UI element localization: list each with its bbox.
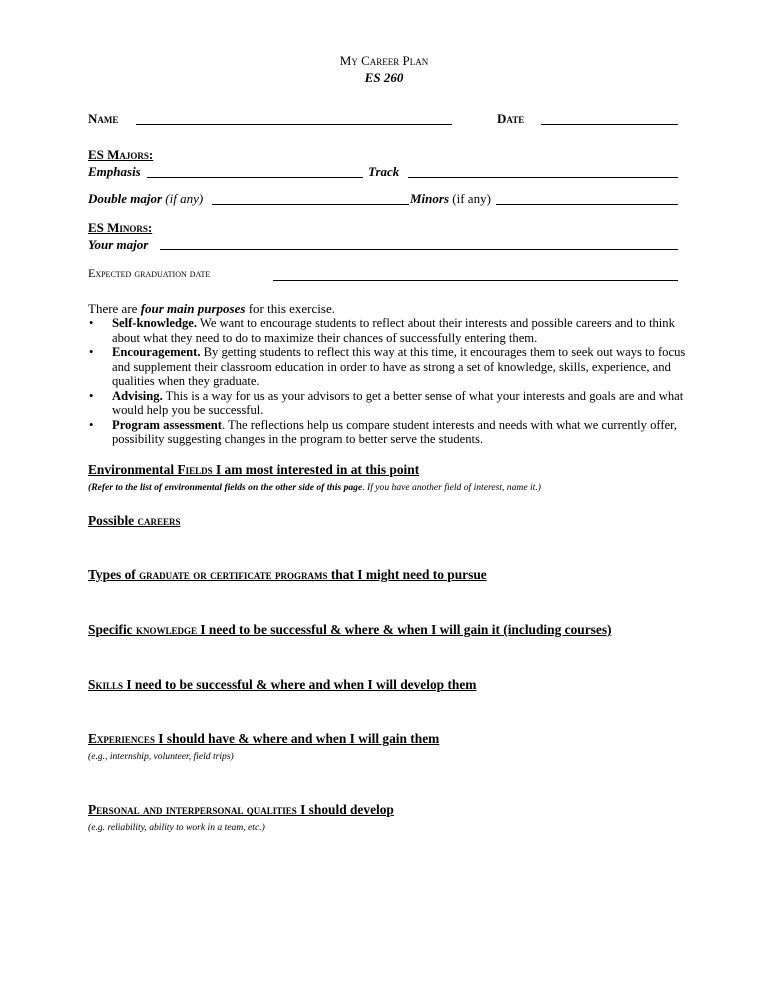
track-field[interactable]	[408, 177, 678, 178]
es-minors-heading: ES Minors:	[88, 220, 153, 235]
section-specific-knowledge: Specific knowledge I need to be successful & where & when I will gain it (including courses)	[88, 622, 612, 637]
page-title: My Career Plan	[339, 53, 429, 68]
date-field[interactable]	[541, 124, 678, 125]
your-major-label: Your major	[88, 237, 149, 252]
track-label: Track	[368, 164, 400, 179]
qualities-note: (e.g. reliability, ability to work in a team, etc.)	[88, 822, 265, 833]
list-item: • Program assessment. The reflections help us compare student interests and needs with what we currently offer, possibility suggesting changes in the program to better serve the students.	[89, 417, 678, 446]
list-item: • Advising. This is a way for us as your advisors to get a better sense of what your interests and goals are and what would help you be successful.	[89, 388, 684, 417]
name-field[interactable]	[136, 124, 452, 125]
graduation-date-field[interactable]	[273, 280, 678, 281]
section-graduate-programs: Types of graduate or certificate programs that I might need to pursue	[88, 567, 487, 582]
date-label: Date	[497, 111, 525, 126]
emphasis-label: Emphasis	[88, 164, 141, 179]
course-code: ES 260	[364, 70, 404, 85]
environmental-fields-note: (Refer to the list of environmental fields on the other side of this page. If you have another field of interest, name it.)	[88, 482, 541, 493]
list-item: • Encouragement. By getting students to reflect this way at this time, it encourages them to seek out ways to focus and supplement their classroom education in order to have as strong a set of knowledge, skills, experience, and qualities when they graduate.	[89, 345, 686, 388]
minors-label: Minors (if any)	[410, 191, 491, 206]
double-major-field[interactable]	[212, 204, 409, 205]
purposes-list	[88, 316, 688, 447]
name-label: Name	[88, 111, 119, 126]
graduation-date-label: Expected graduation date	[88, 266, 211, 280]
list-item: • Self-knowledge. We want to encourage students to reflect about their interests and possible careers and to think about what they need to do to maximize their chances of successfully entering them.	[89, 316, 675, 345]
experiences-note: (e.g., internship, volunteer, field trips)	[88, 751, 234, 762]
section-experiences: Experiences I should have & where and when I will gain them	[88, 731, 440, 746]
emphasis-field[interactable]	[147, 177, 363, 178]
section-skills: Skills I need to be successful & where and when I will develop them	[88, 677, 477, 692]
purposes-intro: There are four main purposes for this exercise.	[88, 301, 335, 316]
section-environmental-fields: Environmental Fields I am most interested in at this point	[88, 462, 420, 477]
your-major-field[interactable]	[160, 249, 678, 250]
double-major-label: Double major (if any)	[88, 191, 204, 206]
es-majors-heading: ES Majors:	[88, 147, 154, 162]
section-possible-careers: Possible careers	[88, 513, 181, 528]
minors-field[interactable]	[496, 204, 678, 205]
section-personal-qualities: Personal and interpersonal qualities I should develop	[88, 802, 394, 817]
